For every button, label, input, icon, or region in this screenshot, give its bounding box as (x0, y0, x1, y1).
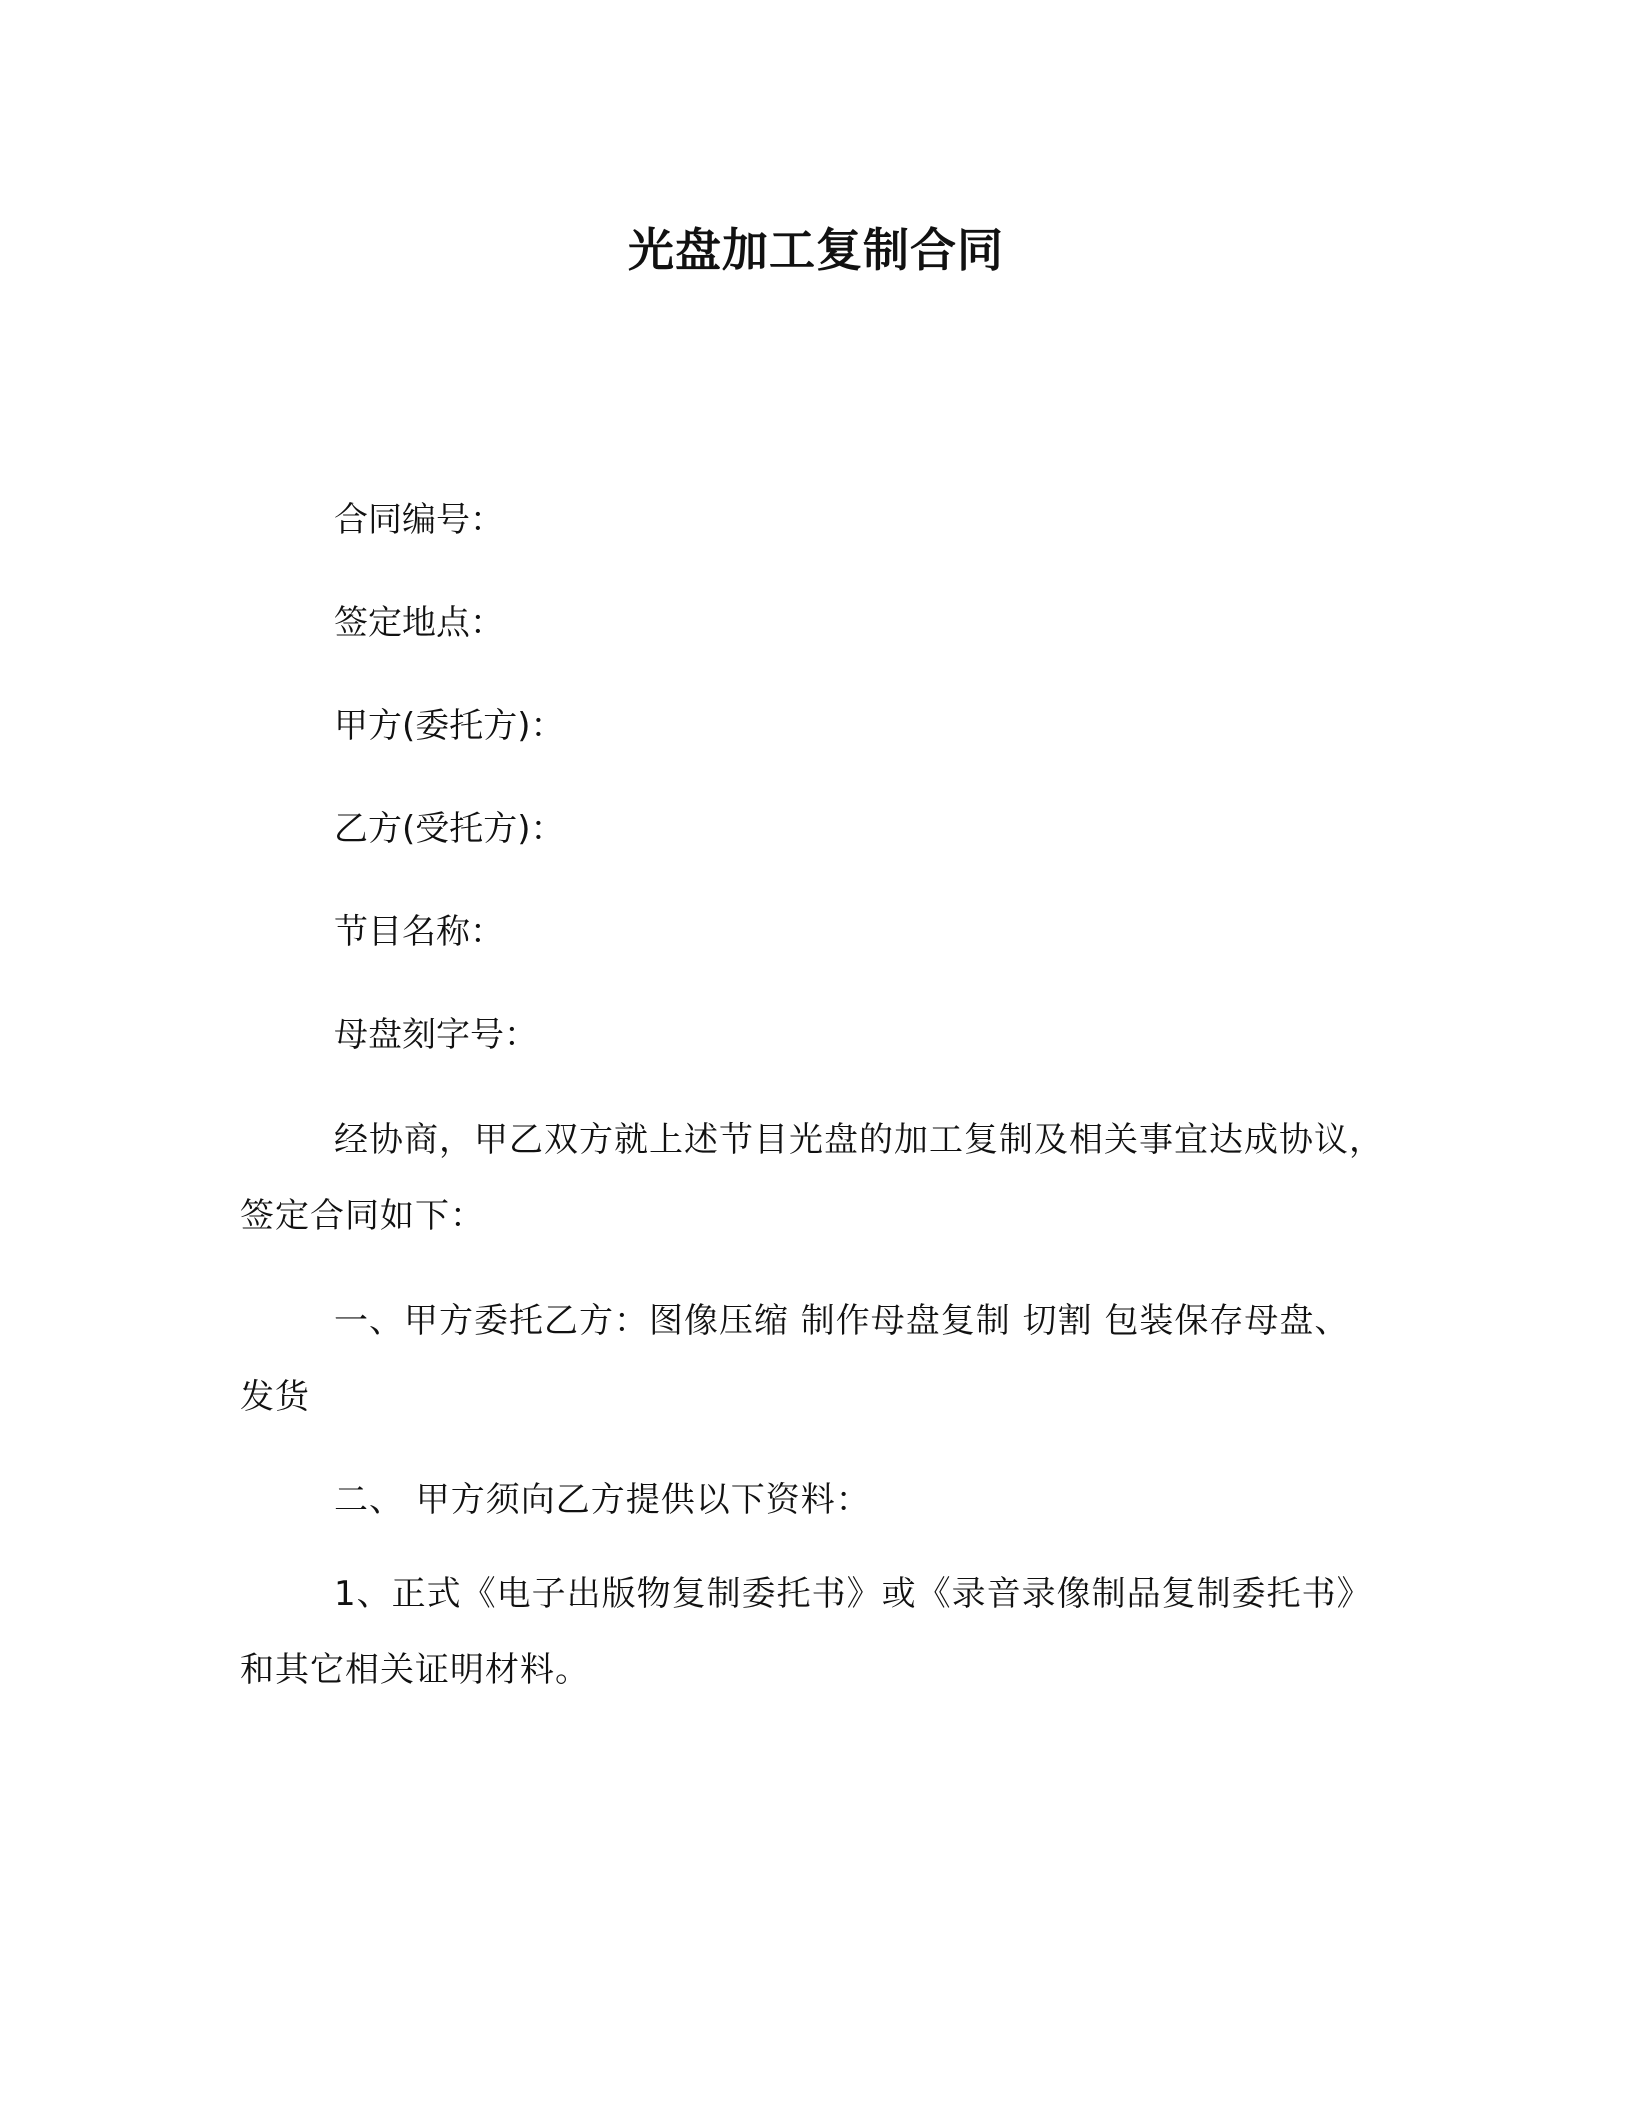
paragraph-clause-2-item-1: 1、正式《电子出版物复制委托书》或《录音录像制品复制委托书》和其它相关证明材料。 (240, 1574, 1372, 1690)
document-title: 光盘加工复制合同 (628, 223, 1004, 277)
paragraph-clause-1: 一、甲方委托乙方：图像压缩 制作母盘复制 切割 包装保存母盘、 发货 (240, 1301, 1350, 1417)
party-b-label: 乙方(受托方)： (334, 809, 565, 849)
contract-number-label: 合同编号： (334, 500, 504, 540)
signing-place-label: 签定地点： (334, 603, 504, 643)
master-disc-code-label: 母盘刻字号： (334, 1015, 538, 1055)
program-name-label: 节目名称： (334, 912, 504, 952)
party-a-label: 甲方(委托方)： (334, 706, 565, 746)
paragraph-agreement-intro: 经协商，甲乙双方就上述节目光盘的加工复制及相关事宜达成协议，签定合同如下： (240, 1120, 1384, 1236)
paragraph-clause-2: 二、 甲方须向乙方提供以下资料： (334, 1480, 871, 1520)
